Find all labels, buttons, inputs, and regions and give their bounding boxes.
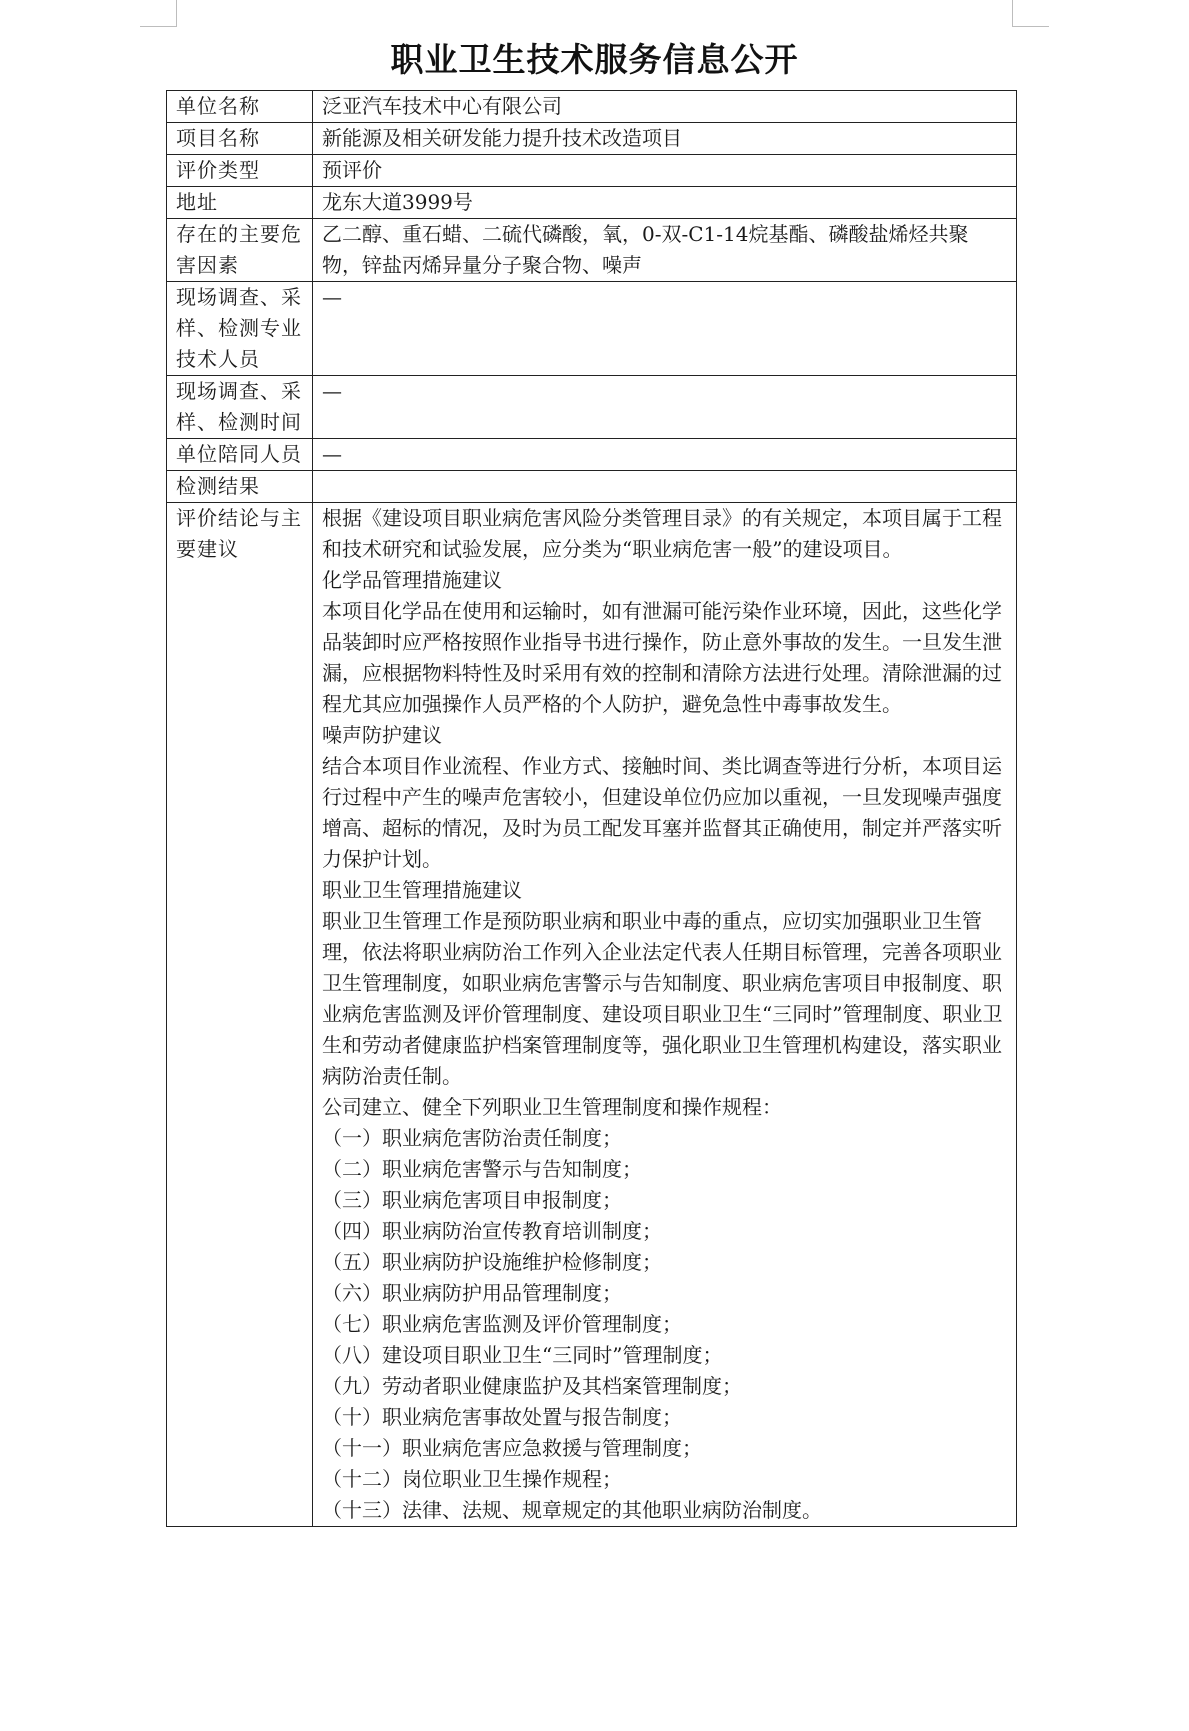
label-staff: 现场调查、采样、检测专业技术人员 bbox=[167, 282, 313, 376]
table-row-time bbox=[167, 376, 1017, 439]
list-item: （十一）职业病危害应急救援与管理制度； bbox=[322, 1436, 702, 1460]
list-item: （九）劳动者职业健康监护及其档案管理制度； bbox=[322, 1374, 742, 1398]
value-address: 龙东大道3999号 bbox=[313, 187, 1017, 219]
label-conclusion: 评价结论与主要建议 bbox=[167, 503, 313, 1527]
value-escort: — bbox=[313, 439, 1017, 471]
label-hazards: 存在的主要危害因素 bbox=[167, 219, 313, 282]
label-results: 检测结果 bbox=[167, 471, 313, 503]
chem-section-text: 本项目化学品在使用和运输时，如有泄漏可能污染作业环境，因此，这些化学品装卸时应严格按照作业指导书进行操作，防止意外事故的发生。一旦发生泄漏，应根据物料特性及时采用有效的控制和清除方法进行处理。清除泄漏的过程尤其应加强操作人员严格的个人防护，避免急性中毒事故发生。 bbox=[322, 599, 1002, 716]
label-time: 现场调查、采样、检测时间 bbox=[167, 376, 313, 439]
chem-section-title: 化学品管理措施建议 bbox=[322, 568, 502, 592]
page-corner-mark-left bbox=[140, 0, 177, 27]
list-item: （三）职业病危害项目申报制度； bbox=[322, 1188, 622, 1212]
table-row-unit-name bbox=[167, 91, 1017, 123]
value-eval-type: 预评价 bbox=[313, 155, 1017, 187]
table-row-staff bbox=[167, 282, 1017, 376]
label-unit-name: 单位名称 bbox=[167, 91, 313, 123]
table-row-conclusion bbox=[167, 503, 1017, 1527]
label-address: 地址 bbox=[167, 187, 313, 219]
label-eval-type: 评价类型 bbox=[167, 155, 313, 187]
label-escort: 单位陪同人员 bbox=[167, 439, 313, 471]
list-item: （一）职业病危害防治责任制度； bbox=[322, 1126, 622, 1150]
conclusion-intro: 根据《建设项目职业病危害风险分类管理目录》的有关规定，本项目属于工程和技术研究和试验发展，应分类为“职业病危害一般”的建设项目。 bbox=[322, 506, 1002, 561]
label-project-name: 项目名称 bbox=[167, 123, 313, 155]
list-item: （二）职业病危害警示与告知制度； bbox=[322, 1157, 642, 1181]
table-row-eval-type bbox=[167, 155, 1017, 187]
value-results bbox=[313, 471, 1017, 503]
table-row-hazards bbox=[167, 219, 1017, 282]
list-item: （十三）法律、法规、规章规定的其他职业病防治制度。 bbox=[322, 1498, 822, 1522]
page-title: 职业卫生技术服务信息公开 bbox=[390, 40, 799, 79]
value-staff: — bbox=[313, 282, 1017, 376]
ohs-section-text: 职业卫生管理工作是预防职业病和职业中毒的重点，应切实加强职业卫生管理，依法将职业病防治工作列入企业法定代表人任期目标管理，完善各项职业卫生管理制度，如职业病危害警示与告知制度、职业病危害项目申报制度、职业病危害监测及评价管理制度、建设项目职业卫生“三同时”管理制度、职业卫生和劳动者健康监护档案管理制度等，强化职业卫生管理机构建设，落实职业病防治责任制。 bbox=[322, 909, 1003, 1088]
table-row-project-name bbox=[167, 123, 1017, 155]
list-item: （十二）岗位职业卫生操作规程； bbox=[322, 1467, 622, 1491]
value-conclusion bbox=[313, 503, 1017, 1527]
value-time: — bbox=[313, 376, 1017, 439]
regulation-list-intro: 公司建立、健全下列职业卫生管理制度和操作规程： bbox=[322, 1095, 782, 1119]
list-item: （八）建设项目职业卫生“三同时”管理制度； bbox=[322, 1343, 723, 1367]
table-row-results bbox=[167, 471, 1017, 503]
list-item: （六）职业病防护用品管理制度； bbox=[322, 1281, 622, 1305]
table-row-escort bbox=[167, 439, 1017, 471]
list-item: （七）职业病危害监测及评价管理制度； bbox=[322, 1312, 682, 1336]
noise-section-text: 结合本项目作业流程、作业方式、接触时间、类比调查等进行分析，本项目运行过程中产生的噪声危害较小，但建设单位仍应加以重视，一旦发现噪声强度增高、超标的情况，及时为员工配发耳塞并监督其正确使用，制定并严落实听力保护计划。 bbox=[322, 754, 1002, 871]
list-item: （十）职业病危害事故处置与报告制度； bbox=[322, 1405, 682, 1429]
table-row-address bbox=[167, 187, 1017, 219]
info-table bbox=[166, 90, 1017, 1527]
noise-section-title: 噪声防护建议 bbox=[322, 723, 442, 747]
list-item: （五）职业病防护设施维护检修制度； bbox=[322, 1250, 662, 1274]
ohs-section-title: 职业卫生管理措施建议 bbox=[322, 878, 522, 902]
list-item: （四）职业病防治宣传教育培训制度； bbox=[322, 1219, 662, 1243]
value-project-name: 新能源及相关研发能力提升技术改造项目 bbox=[313, 123, 1017, 155]
value-hazards: 乙二醇、重石蜡、二硫代磷酸，氧，0-双-C1-14烷基酯、磷酸盐烯烃共聚物，锌盐丙烯异量分子聚合物、噪声 bbox=[313, 219, 1017, 282]
value-unit-name: 泛亚汽车技术中心有限公司 bbox=[313, 91, 1017, 123]
page-corner-mark-right bbox=[1012, 0, 1049, 27]
